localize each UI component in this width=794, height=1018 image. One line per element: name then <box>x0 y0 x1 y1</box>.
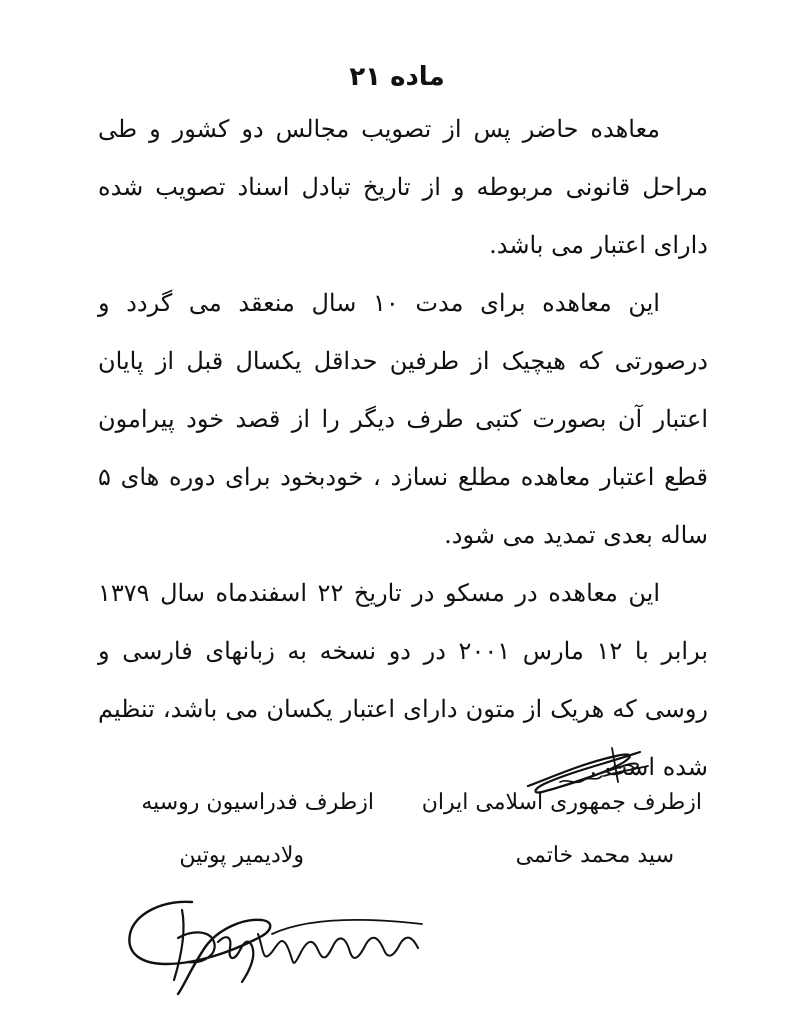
signatory-russia <box>74 790 374 868</box>
paragraph-validity: معاهده حاضر پس از تصویب مجالس دو کشور و طی مراحل قانونی مربوطه و از تاریخ تبادل اسناد تصویب شده دارای اعتبار می باشد. <box>98 115 708 259</box>
paragraph-signing: این معاهده در مسکو در تاریخ ۲۲ اسفندماه سال ۱۳۷۹ برابر با ۱۲ مارس ۲۰۰۱ در دو نسخه به زبانهای فارسی و روسی که هریک از متون دارای اعتبار یکسان می باشد، تنظیم شده است . <box>98 579 709 781</box>
signatory-iran <box>402 790 702 868</box>
paragraph-duration: این معاهده برای مدت ۱۰ سال منعقد می گردد و درصورتی که هیچیک از طرفین حداقل یکسال قبل از پایان اعتبار آن بصورت کتبی طرف دیگر را از قصد خود پیرامون قطع اعتبار معاهده مطلع نسازد ، خودبخود برای دوره های ۵ ساله بعدی تمدید می شود. <box>98 289 709 549</box>
article-body <box>98 100 708 796</box>
russia-party-label: ازطرف فدراسیون روسیه <box>141 790 374 815</box>
article-title: ماده ۲۱ <box>349 62 445 92</box>
russia-signature <box>122 890 442 1000</box>
russia-signatory-name: ولادیمیر پوتین <box>179 843 304 868</box>
iran-signatory-name: سید محمد خاتمی <box>515 843 674 868</box>
iran-party-label: ازطرف جمهوری اسلامی ایران <box>421 790 702 815</box>
